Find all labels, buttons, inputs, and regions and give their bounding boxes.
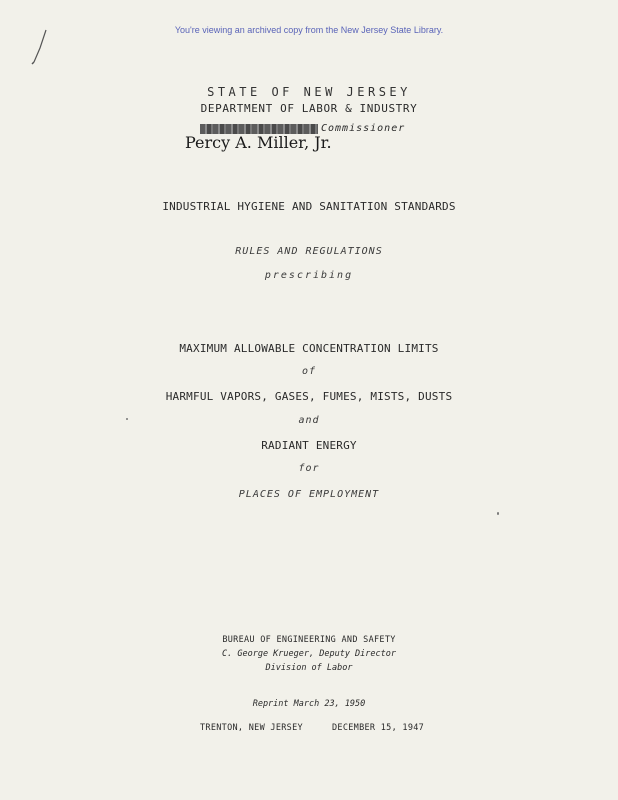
- for-connector: for: [298, 463, 320, 474]
- places-heading: PLACES OF EMPLOYMENT: [238, 489, 380, 500]
- division-line: Division of Labor: [265, 663, 353, 673]
- radiant-energy-heading: RADIANT ENERGY: [261, 439, 357, 452]
- director-line: C. George Krueger, Deputy Director: [222, 649, 396, 659]
- signature: Percy A. Miller, Jr.: [185, 133, 332, 152]
- document-title: INDUSTRIAL HYGIENE AND SANITATION STANDARDS: [162, 200, 456, 213]
- bureau-line: BUREAU OF ENGINEERING AND SAFETY: [222, 635, 396, 645]
- redacted-name-block: [200, 124, 318, 134]
- reprint-line: Reprint March 23, 1950: [252, 699, 366, 709]
- city-line: TRENTON, NEW JERSEY: [200, 723, 303, 733]
- commissioner-row: [200, 118, 406, 134]
- limits-heading: MAXIMUM ALLOWABLE CONCENTRATION LIMITS: [179, 342, 439, 355]
- and-connector: and: [298, 415, 320, 426]
- substances-heading: HARMFUL VAPORS, GASES, FUMES, MISTS, DUSTS: [165, 390, 453, 403]
- department-heading: DEPARTMENT OF LABOR & INDUSTRY: [200, 102, 418, 115]
- paper-speck: [497, 512, 499, 515]
- date-line: DECEMBER 15, 1947: [332, 723, 425, 733]
- archive-banner: You're viewing an archived copy from the New Jersey State Library.: [174, 25, 444, 35]
- of-connector: of: [301, 366, 317, 377]
- commissioner-title: Commissioner: [321, 123, 406, 134]
- rules-subtitle: RULES AND REGULATIONS: [235, 246, 383, 257]
- prescribing-text: prescribing: [264, 270, 354, 281]
- state-heading: STATE OF NEW JERSEY: [207, 85, 411, 99]
